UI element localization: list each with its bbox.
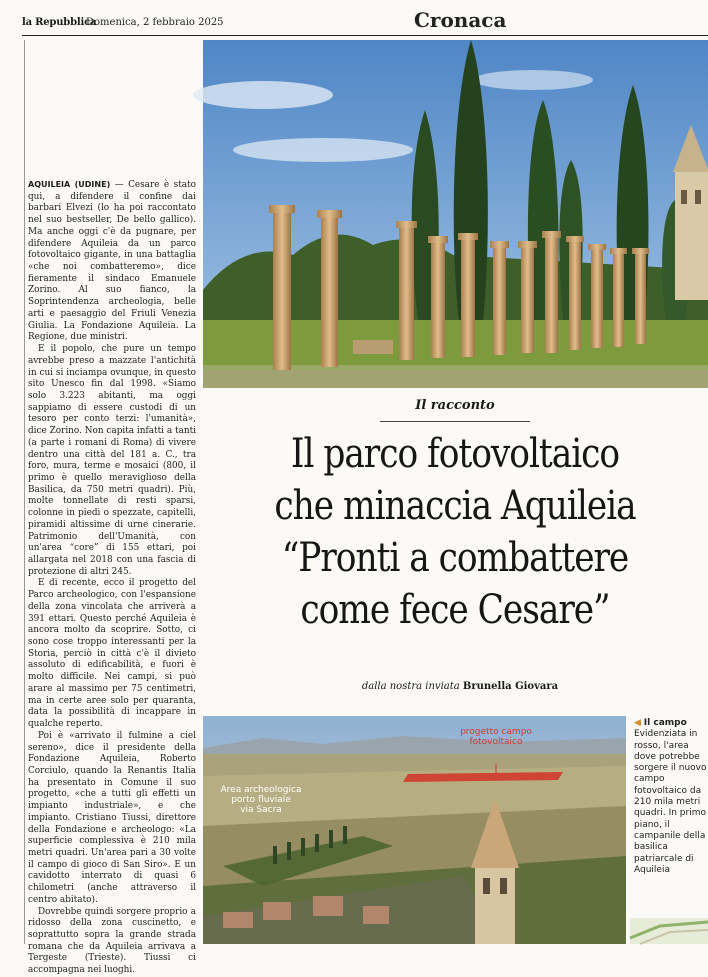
headline-line-1: Il parco fotovoltaico <box>290 431 620 477</box>
byline <box>260 681 660 692</box>
article-body <box>28 179 196 976</box>
headline-line-4: come fece Cesare” <box>300 587 610 633</box>
paragraph-2: E il popolo, che pure un tempo avrebbe preso a mazzate l'antichità in cui si inciampa ovunque, in questo sito Unesco fin dal 1998. «Siamo solo 3.223 abitanti, ma oggi sappiamo di essere custodi di un tesoro per conto terzi: l'umanità», dice Zorino. Non capita infatti a tanti (a parte i romani di Roma) di vivere dentro una città del 181 a. C., tra foro, mura, terme e mosaici (800, il primo è quello meraviglioso della Basilica, da 750 metri quadri). Più, molte tonnellate di resti sparsi, colonne in piedi o spezzate, capitelli, piramidi altissime di urne cinerarie. Patrimonio dell'Umanità, con un'area “core” di 155 ettari, poi allargata nel 2018 con una fascia di protezione di altri 245. <box>28 344 196 577</box>
header-rule <box>22 35 708 36</box>
headline <box>246 428 664 636</box>
caption-arrow-icon: ◀ <box>634 718 641 728</box>
masthead: la Repubblica <box>22 17 97 28</box>
kicker-rule <box>380 421 530 422</box>
label-area-line-3: via Sacra <box>240 805 282 815</box>
aerial-photo <box>203 716 626 944</box>
forum-photo <box>203 40 708 388</box>
map-fragment-graphic <box>630 918 708 944</box>
caption-text: Evidenziata in rosso, l'area dove potrebbe sorgere il nuovo campo fotovoltaico da 210 mila metri quadri. In primo piano, il campanile della basilica patriarcale di Aquileia <box>634 729 707 875</box>
caption-title: Il campo <box>643 718 687 728</box>
byline-prefix: dalla nostra inviata <box>361 681 460 692</box>
label-project-line-1: progetto campo <box>460 727 532 737</box>
issue-date: Domenica, 2 febbraio 2025 <box>86 17 224 28</box>
dateline-place: AQUILEIA (UDINE) <box>28 180 111 189</box>
story-kicker: Il racconto <box>415 398 495 413</box>
label-project-line-2: fotovoltaico <box>469 737 523 747</box>
paragraph-5: Dovrebbe quindi sorgere proprio a ridosso della zona cuscinetto, e soprattutto sopra la grande strada romana che da Aquileia arrivava a Tergeste (Trieste). Tiussi ci accompagna nei luoghi. <box>28 906 196 976</box>
aerial-illustration <box>203 716 626 944</box>
label-area-line-2: porto fluviale <box>231 795 291 805</box>
column-divider <box>24 40 25 944</box>
photo-caption <box>634 718 708 876</box>
headline-line-3: “Pronti a combattere <box>281 535 629 581</box>
map-fragment <box>630 918 708 944</box>
page-header <box>0 0 708 36</box>
paragraph-3: E di recente, ecco il progetto del Parco archeologico, con l'espansione della zona vincolata che arriverà a 391 ettari. Questo perché Aquileia è ancora molto da scoprire. Sotto, ci sono cose troppo interessanti per la Storia, perciò in città c'è il divieto assoluto di edificabilità, e fuori è molto difficile. Nei campi, si può arare al massimo per 75 centimetri, ma in certe aree solo per quaranta, data la possibilità di incappare in qualche reperto. <box>28 578 196 730</box>
byline-author: Brunella Giovara <box>462 681 559 692</box>
paragraph-4: Poi è «arrivato il fulmine a ciel sereno», dice il presidente della Fondazione Aquileia, Roberto Corciulo, quando la Renantis Italia ha presentato in Comune il suo progetto, «che a tutti gli effetti un impianto industriale», e che impianto. Cristiano Tiussi, direttore della Fondazione e archeologo: «La superficie complessiva è 210 mila metri quadri. Un'area pari a 30 volte il campo di gioco di San Siro». E un cavidotto interrato di quasi 6 chilometri (anche attraverso il centro abitato). <box>28 730 196 905</box>
label-area-line-1: Area archeologica <box>220 785 302 795</box>
section-title: Cronaca <box>414 8 507 32</box>
headline-line-2: che minaccia Aquileia <box>274 483 636 529</box>
forum-illustration <box>203 40 708 388</box>
paragraph-1: AQUILEIA (UDINE) — Cesare è stato qui, a difendere il confine dai barbari Elvezi (lo ha poi raccontato nel suo bestseller, De bello gallico). Ma anche oggi c'è da pugnare, per difendere Aquileia da un parco fotovoltaico gigante, in una battaglia «che noi combatteremo», dice fieramente il sindaco Emanuele Zorino. Al suo fianco, la Soprintendenza archeologia, belle arti e paesaggio del Friuli Venezia Giulia. La Fondazione Aquileia. La Regione, due ministri. <box>28 180 196 343</box>
